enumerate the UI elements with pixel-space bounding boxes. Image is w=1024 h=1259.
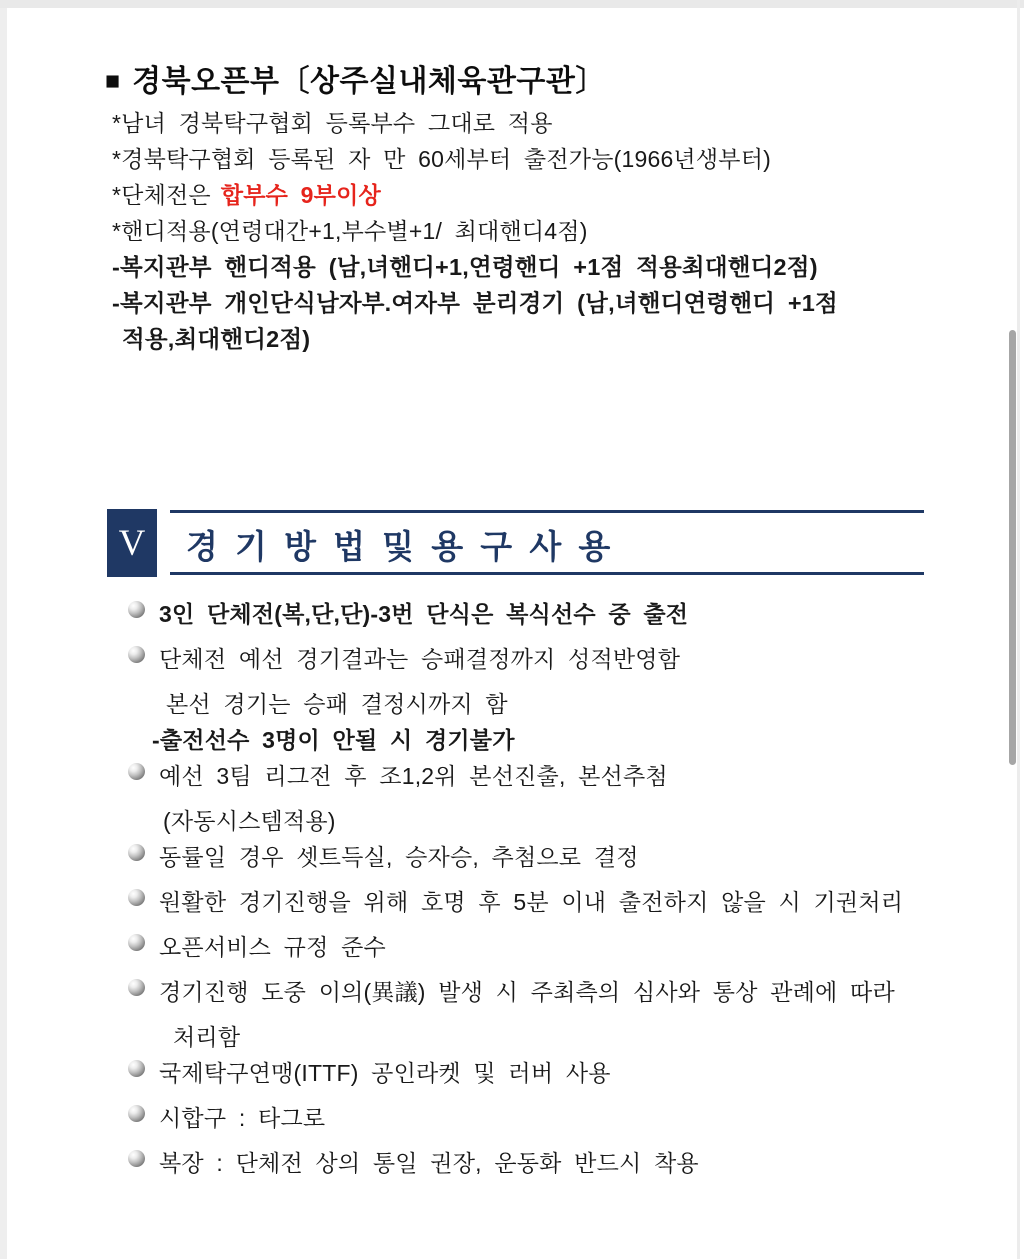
list-item-text: 국제탁구연맹(ITTF) 공인라켓 및 러버 사용 <box>159 1060 611 1086</box>
note-line: 적용,최대핸디2점) <box>122 326 311 352</box>
list-item-continuation <box>128 1019 958 1055</box>
note-line: -복지관부 핸디적용 (남,녀핸디+1,연령핸디 +1점 적용최대핸디2점) <box>112 254 818 280</box>
note-line: *핸디적용(연령대간+1,부수별+1/ 최대핸디4점) <box>112 218 588 244</box>
list-item-text: 예선 3팀 리그전 후 조1,2위 본선진출, 본선추첨 <box>159 763 668 789</box>
note-line <box>112 177 972 213</box>
list-item-text: 경기진행 도중 이의(異議) 발생 시 주최측의 심사와 통상 관례에 따라 <box>159 979 895 1005</box>
bullet-ball-icon <box>128 646 145 663</box>
heading-title: 경북오픈부〔상주실내체육관구관〕 <box>132 65 606 98</box>
list-item-continuation <box>128 803 958 839</box>
note-line-prefix: *단체전은 <box>112 182 211 208</box>
section-numeral: V <box>118 522 146 564</box>
bullet-ball-icon <box>128 934 145 951</box>
section-heading <box>105 56 606 100</box>
square-bullet-icon: ■ <box>105 67 121 95</box>
list-item <box>128 641 958 686</box>
list-item <box>128 1055 958 1100</box>
section-number-box <box>107 509 157 577</box>
bullet-ball-icon <box>128 1060 145 1077</box>
page-edge-top <box>0 0 1024 8</box>
note-line-highlight: 합부수 9부이상 <box>220 182 381 208</box>
list-item-text: (자동시스템적용) <box>163 808 336 834</box>
section-rule-bottom <box>170 572 924 575</box>
list-item-text: 복장 : 단체전 상의 통일 권장, 운동화 반드시 착용 <box>159 1150 699 1176</box>
list-item-text: 오픈서비스 규정 준수 <box>159 934 386 960</box>
list-item-text: 처리함 <box>173 1024 241 1050</box>
scrollbar-thumb[interactable] <box>1009 330 1016 765</box>
list-item <box>128 1145 958 1190</box>
list-item <box>128 1100 958 1145</box>
section-rule-top <box>170 510 924 513</box>
bullet-ball-icon <box>128 844 145 861</box>
list-item-text: 원활한 경기진행을 위해 호명 후 5분 이내 출전하지 않을 시 기권처리 <box>159 889 904 915</box>
bullet-ball-icon <box>128 889 145 906</box>
list-item <box>128 758 958 803</box>
list-item-text: 단체전 예선 경기결과는 승패결정까지 성적반영함 <box>159 646 681 672</box>
list-item-text: 동률일 경우 셋트득실, 승자승, 추첨으로 결정 <box>159 844 639 870</box>
rules-list <box>128 596 958 1190</box>
page-edge-left <box>0 8 7 1259</box>
bullet-ball-icon <box>128 763 145 780</box>
bullet-ball-icon <box>128 1150 145 1167</box>
list-item <box>128 974 958 1019</box>
section-title: 경 기 방 법 및 용 구 사 용 <box>186 528 615 565</box>
list-item-text: 3인 단체전(복,단,단)-3번 단식은 복식선수 중 출전 <box>159 601 689 627</box>
note-line: *남녀 경북탁구협회 등록부수 그대로 적용 <box>112 110 553 136</box>
note-line: -복지관부 개인단식남자부.여자부 분리경기 (남,녀핸디연령핸디 +1점 <box>112 290 838 316</box>
bullet-ball-icon <box>128 1105 145 1122</box>
list-item-text: -출전선수 3명이 안될 시 경기불가 <box>152 727 515 753</box>
list-item <box>128 884 958 929</box>
note-line: *경북탁구협회 등록된 자 만 60세부터 출전가능(1966년생부터) <box>112 146 771 172</box>
list-item-continuation <box>128 722 958 758</box>
bullet-ball-icon <box>128 979 145 996</box>
list-item <box>128 839 958 884</box>
list-item-text: 시합구 : 타그로 <box>159 1105 326 1131</box>
list-item-text: 본선 경기는 승패 결정시까지 함 <box>166 691 508 717</box>
scrollbar-track[interactable] <box>1017 0 1020 1259</box>
list-item <box>128 596 958 641</box>
list-item-continuation <box>128 686 958 722</box>
list-item <box>128 929 958 974</box>
bullet-ball-icon <box>128 601 145 618</box>
notes-block <box>112 105 972 357</box>
